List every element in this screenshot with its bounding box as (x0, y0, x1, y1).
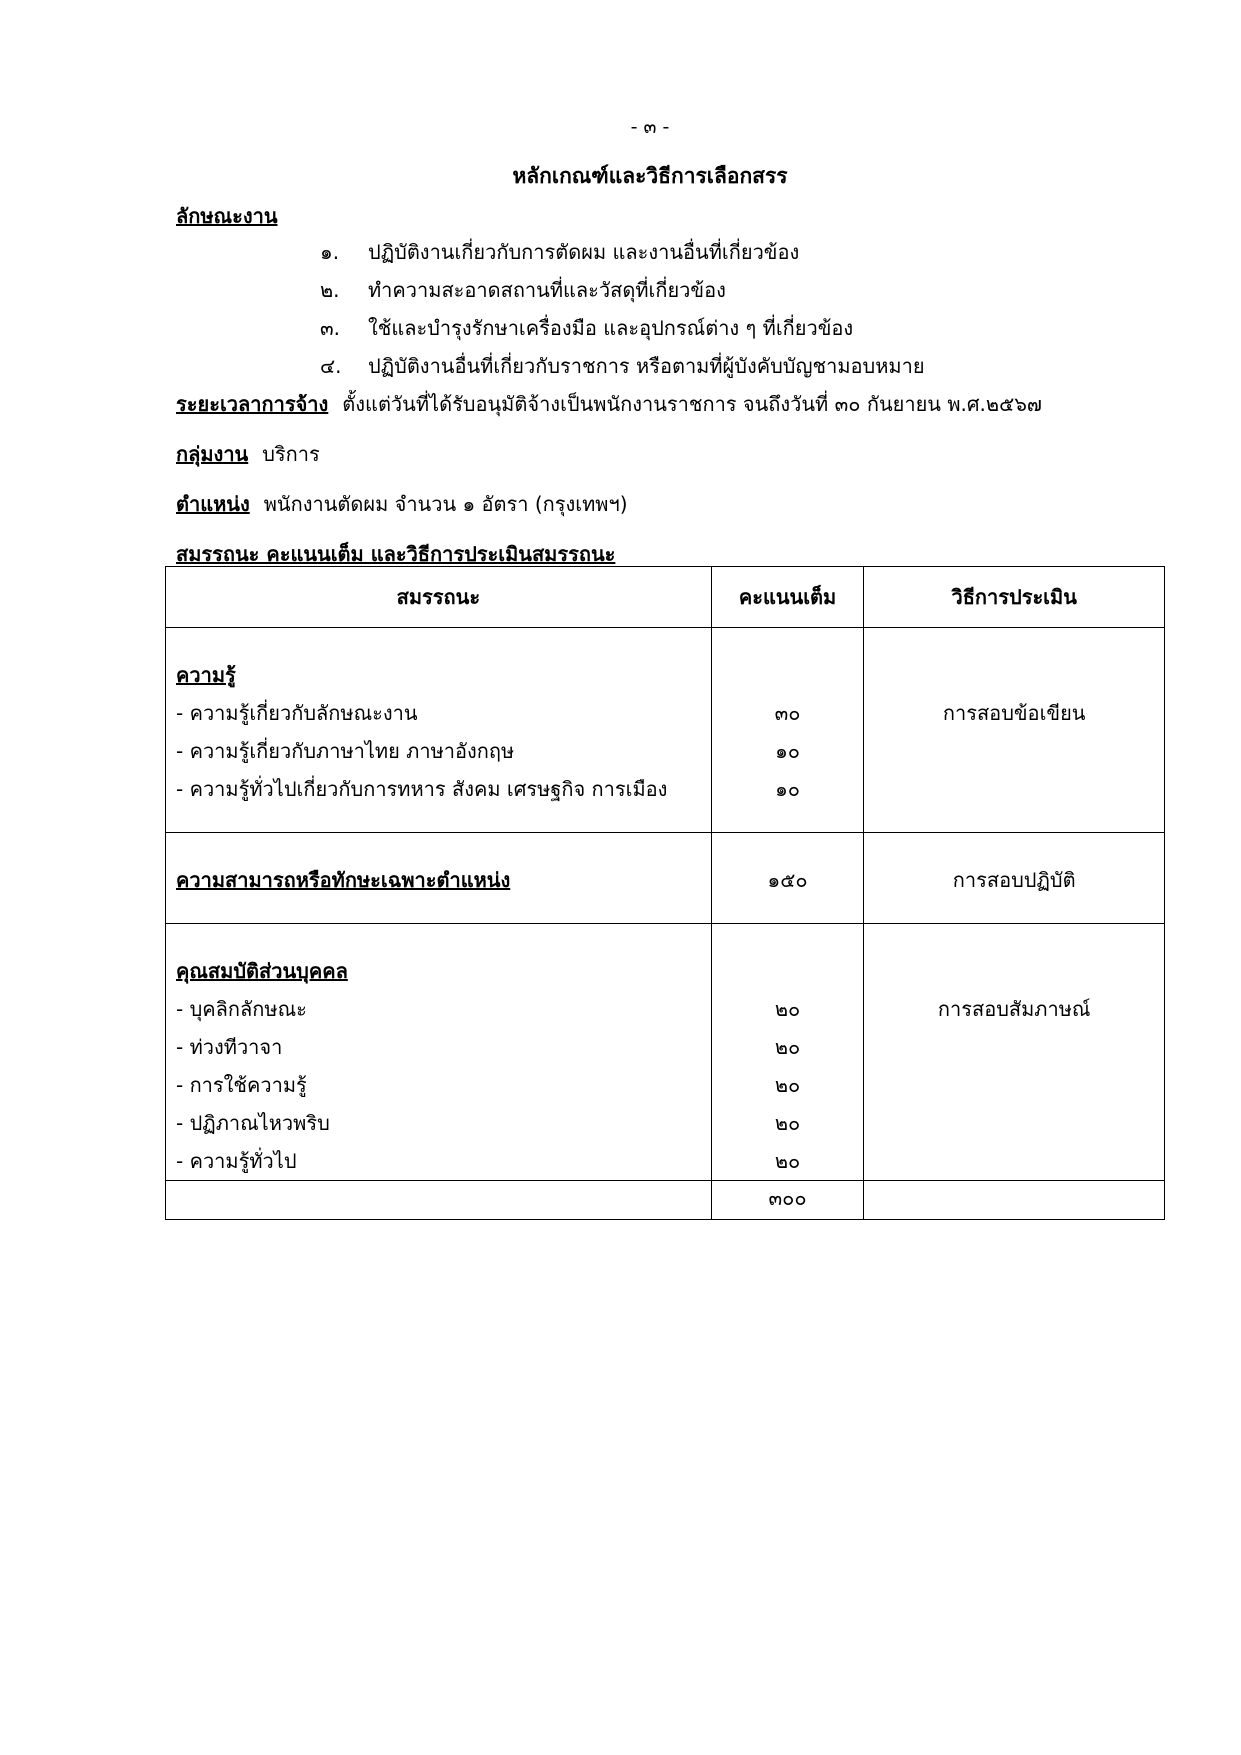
duty-text: ปฏิบัติงานอื่นที่เกี่ยวกับราชการ หรือตามที่ผู้บังคับบัญชามอบหมาย (368, 354, 925, 378)
page-number: - ๓ - (630, 116, 670, 138)
section-title-personal: คุณสมบัติส่วนบุคคล (176, 959, 348, 983)
score-value: ๑๕๐ (767, 868, 808, 892)
duty-item-2 (320, 274, 726, 306)
personal-cell (166, 924, 712, 1181)
list-item: - ความรู้ทั่วไป (176, 1149, 297, 1173)
job-nature-heading: ลักษณะงาน (176, 204, 278, 228)
score-value: ๒๐ (774, 1111, 801, 1135)
job-group-value: บริการ (262, 442, 320, 466)
section-title-skill: ความสามารถหรือทักษะเฉพาะตำแหน่ง (176, 868, 511, 892)
list-item: - ปฏิภาณไหวพริบ (176, 1111, 330, 1135)
employment-period-label: ระยะเวลาการจ้าง (176, 392, 329, 416)
position (176, 488, 628, 520)
list-item: - ความรู้เกี่ยวกับภาษาไทย ภาษาอังกฤษ (176, 739, 515, 763)
duty-number: ๔. (320, 354, 342, 378)
duty-item-1 (320, 236, 799, 268)
header-full-score: คะแนนเต็ม (711, 567, 864, 628)
knowledge-scores (711, 628, 864, 833)
duty-text: ปฏิบัติงานเกี่ยวกับการตัดผม และงานอื่นที่เกี่ยวข้อง (368, 240, 800, 264)
table-row-knowledge (166, 628, 1165, 833)
list-item: - การใช้ความรู้ (176, 1073, 307, 1097)
knowledge-cell (166, 628, 712, 833)
duty-number: ๓. (320, 316, 341, 340)
skill-method (864, 833, 1165, 924)
document-title: หลักเกณฑ์และวิธีการเลือกสรร (512, 164, 788, 188)
total-score: ๓๐๐ (711, 1181, 864, 1220)
list-item: - ความรู้ทั่วไปเกี่ยวกับการทหาร สังคม เศรษฐกิจ การเมือง (176, 777, 668, 801)
employment-period (176, 388, 1042, 420)
employment-period-value: ตั้งแต่วันที่ได้รับอนุมัติจ้างเป็นพนักงานราชการ จนถึงวันที่ ๓๐ กันยายน พ.ศ.๒๕๖๗ (342, 392, 1042, 416)
list-item: - ท่วงทีวาจา (176, 1035, 283, 1059)
table-row-total (166, 1181, 1165, 1220)
method-value: การสอบข้อเขียน (942, 701, 1086, 725)
duty-text: ทำความสะอาดสถานที่และวัสดุที่เกี่ยวข้อง (368, 278, 726, 302)
skill-score (711, 833, 864, 924)
table-header-row (166, 567, 1165, 628)
total-empty-cell (166, 1181, 712, 1220)
competency-heading: สมรรถนะ คะแนนเต็ม และวิธีการประเมินสมรรถนะ (176, 542, 616, 566)
header-competency: สมรรถนะ (166, 567, 712, 628)
duty-item-3 (320, 312, 853, 344)
list-item: - ความรู้เกี่ยวกับลักษณะงาน (176, 701, 418, 725)
score-value: ๑๐ (775, 739, 800, 763)
method-value: การสอบปฏิบัติ (952, 868, 1076, 892)
score-value: ๒๐ (774, 1035, 801, 1059)
method-value: การสอบสัมภาษณ์ (937, 997, 1091, 1021)
job-group-label: กลุ่มงาน (176, 442, 249, 466)
competency-table (165, 566, 1165, 1220)
score-value: ๒๐ (774, 997, 801, 1021)
knowledge-method (864, 628, 1165, 833)
personal-scores (711, 924, 864, 1181)
table-row-personal (166, 924, 1165, 1181)
score-value: ๒๐ (774, 1149, 801, 1173)
duty-item-4 (320, 350, 925, 382)
score-value: ๓๐ (774, 701, 801, 725)
score-value: ๑๐ (775, 777, 800, 801)
duty-number: ๒. (320, 278, 340, 302)
skill-cell (166, 833, 712, 924)
position-value: พนักงานตัดผม จำนวน ๑ อัตรา (กรุงเทพฯ) (263, 492, 628, 516)
list-item: - บุคลิกลักษณะ (176, 997, 307, 1021)
personal-method (864, 924, 1165, 1181)
header-method: วิธีการประเมิน (864, 567, 1165, 628)
total-empty-cell (864, 1181, 1165, 1220)
duty-number: ๑. (320, 240, 340, 264)
score-value: ๒๐ (774, 1073, 801, 1097)
job-group (176, 438, 320, 470)
table-row-skill (166, 833, 1165, 924)
position-label: ตำแหน่ง (176, 492, 250, 516)
duty-text: ใช้และบำรุงรักษาเครื่องมือ และอุปกรณ์ต่าง ๆ ที่เกี่ยวข้อง (368, 316, 854, 340)
section-title-knowledge: ความรู้ (176, 663, 236, 687)
